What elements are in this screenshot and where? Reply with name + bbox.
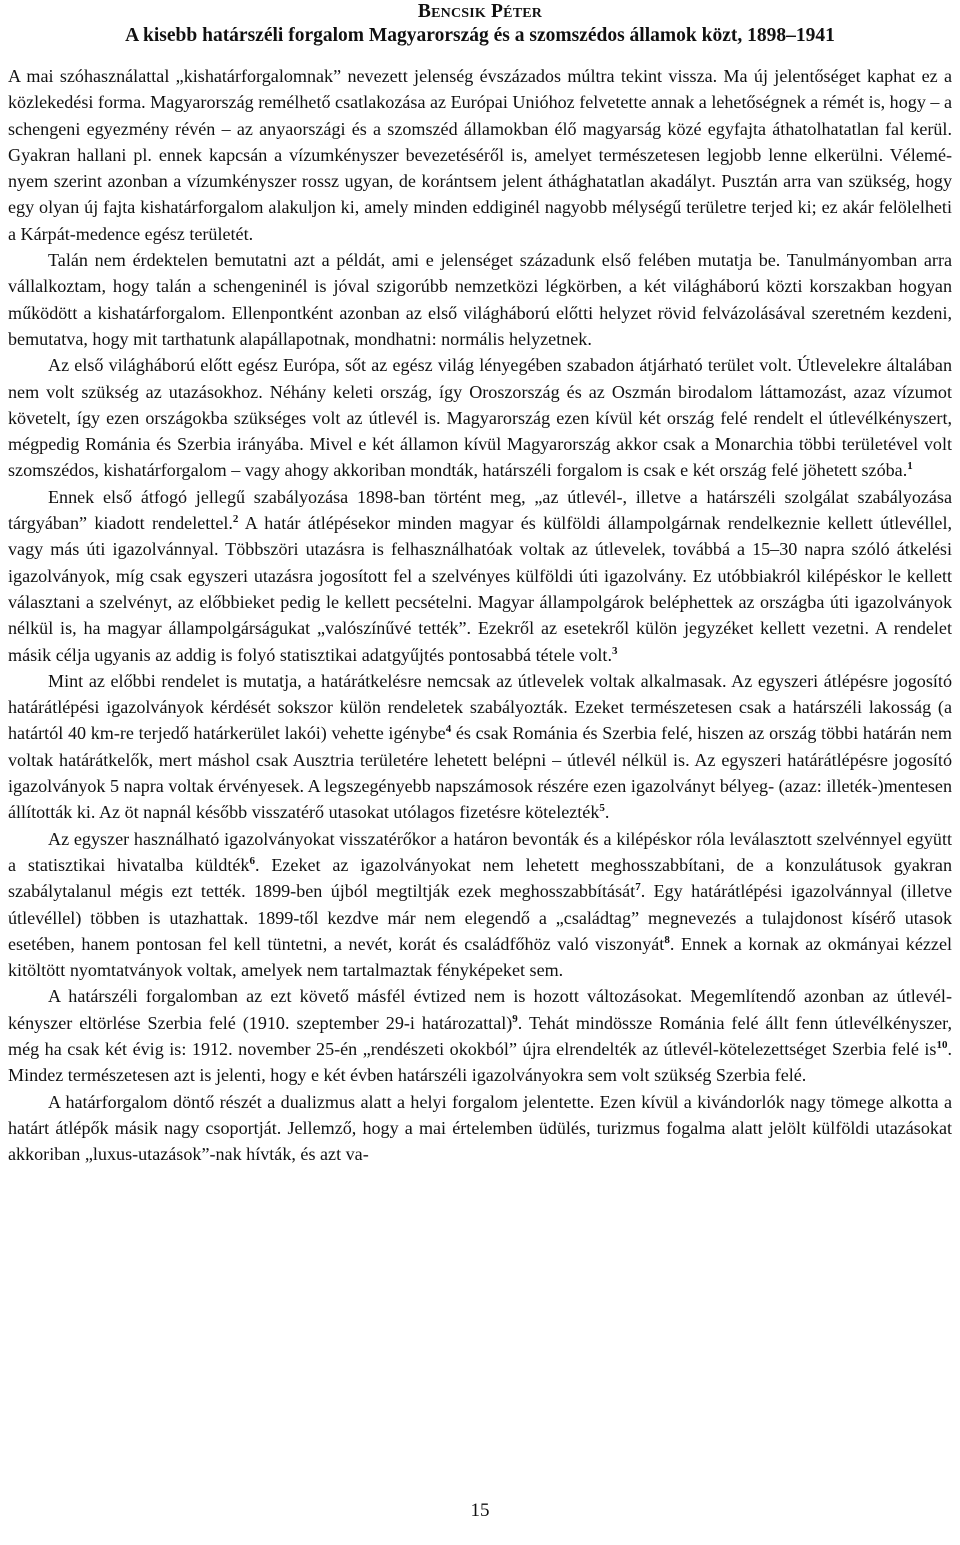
paragraph [8,983,952,1088]
paragraph-text: A mai szóhasználattal „kishatárforgalomnak” nevezett jelenség évszázados múltra tekint vissza. Ma új jelentőséget kaphat ez a közlekedési forma. Magyarország remélhető csatlakozása az Európai Unióhoz felvetette annak a lehetőségnek a rémét is, hogy – a schengeni egyezmény révén – az anyaországi és a szomszéd államokban élő magyarság közé egyfajta áthatolhatatlan fal kerül. Gyakran hallani pl. ennek kapcsán a vízumkényszer bevezetéséről is, amelyet természetesen legjobb lenne elkerülni. Véleményem szerint azonban a vízumkényszer rossz ugyan, de korántsem jelent áthághatatlan akadályt. Pusztán arra van szükség, hogy egy olyan új fajta kishatárforgalom alakuljon ki, amely minden eddiginél nagyobb mélységű területre terjed ki; ez akár felölelheti a Kárpát-medence egész területét. [8,66,952,244]
footnote-ref[interactable]: 6 [249,854,255,867]
paragraph [8,352,952,483]
paragraph-text: Talán nem érdektelen bemutatni azt a példát, ami e jelenséget századunk első felében mutatja be. Tanulmányomban arra vállalkoztam, hogy talán a schengeninél is jóval szigorúbb nemzetközi légkörben, a két világháború közti korszakban hogyan működött a kishatárforgalom. Ellenpontként azonban az első világháború előtti helyzet rövid felvázolásával szeretném kezdeni, bemutatva, hogy mit tarthatunk alapállapotnak, mondhatni: normális helyzetnek. [8,250,952,349]
paragraph-text: Az első világháború előtt egész Európa, sőt az egész világ lényegében szabadon átjárható terület volt. Útlevelekre általában nem volt szükség az utazásokhoz. Néhány keleti ország, így Oroszország és az Oszmán birodalom láttamozást, azaz vízumot követelt, így ezen országokba szükséges volt az útlevél is. Magyarország ezen kívül két ország felé rendelt el útlevélkényszert, mégpedig Románia és Szerbia irányába. Mivel e két államon kívül Magyarország akkor csak a Monarchia többi területével volt szomszédos, kishatárforgalom – vagy ahogy akkoriban mondták, határszéli forgalom is csak e két ország felé jöhetett szóba. [8,355,952,481]
paragraph-text: A határszéli forgalomban az ezt követő másfél évtized nem is hozott változásokat. Megemlítendő azonban az útlevél-kényszer eltörlése Szerbia felé (1910. szeptember 29-i határozattal) [8,986,952,1033]
paragraph [8,668,952,826]
paragraph-text: és csak Románia és Szerbia felé, hiszen az ország többi határán nem voltak határátkelők, mert máshol csak Ausztria területére lehetett belépni – útlevél nélkül is. Az egyszeri határátlépésre jogosító igazolványok 5 napra voltak érvényesek. A legszegényebb napszámosok részére ezen igazolványt bélyeg- (azaz: illeték-)mentesen állították ki. Az öt napnál később visszatérő utasokat utólagos fizetésre kötelezték [8,723,953,823]
footnote-ref[interactable]: 4 [445,723,452,736]
article-title: A kisebb határszéli forgalom Magyarország és a szomszédos államok közt, 1898–1941 [125,25,835,46]
paragraph [8,826,952,984]
article-body [8,63,952,1167]
footnote-ref[interactable]: 3 [611,644,618,657]
paragraph-text: A határ átlépésekor minden magyar és külföldi állampolgárnak rendelkeznie kellett útlevéllel, vagy más úti igazolvánnyal. Többszöri utazásra is felhasználhatóak voltak az útlevelek, továbbá a 15–30 napra szóló átkelési igazolványok, míg csak egyszeri utazásra jogosított fel a szelvényes külföldi úti igazolvány. Ez utóbbiakról kilépéskor le kellett választani a szelvényt, az előbbieket pedig le kellett pecsételni. Magyar állampolgárok beléphettek az országba úti igazolványok nélkül is, ha magyar állampolgárságukat „valószínűvé tették”. Ezekről az esetekről külön jegyzéket kellett vezetni. A rendelet másik célja ugyanis az addig is folyó statisztikai adatgyűjtés pontosabbá tétele volt. [8,513,952,665]
author-name: Bencsik Péter [417,1,543,22]
footnote-ref[interactable]: 5 [599,802,605,815]
article-header [0,0,960,48]
paragraph-text: . [604,802,610,823]
paragraph-text: . Ennek a kornak az okmányai kézzel kitöltött nyomtatványok voltak, amelyek nem tartalmaztak fényképeket sem. [8,933,953,981]
paragraph-text: . Mindez természetesen azt is jelenti, hogy e két évben határszéli igazolványokra sem volt szükség Szerbia felé. [8,1038,952,1086]
footnote-ref[interactable]: 2 [232,513,239,526]
paragraph-text: . Tehát mindössze Románia felé állt fenn útlevélkényszer, még ha csak két évig is: 1912. november 25-én „rendészeti okokból” újra elrendelték az útlevél-kötelezettséget Szerbia felé is [8,1012,952,1059]
paragraph [8,484,952,668]
footnote-ref[interactable]: 7 [635,881,641,894]
paragraph [8,1089,952,1168]
footnote-ref[interactable]: 8 [664,933,670,946]
page-number: 15 [470,1500,490,1521]
paragraph [8,63,952,247]
paragraph [8,247,952,352]
footnote-ref[interactable]: 1 [907,460,913,473]
footnote-ref[interactable]: 9 [512,1012,518,1025]
paragraph-text: Mint az előbbi rendelet is mutatja, a határátkelésre nemcsak az útlevelek voltak alkalmasak. Az egyszeri átlépésre jogosító határátlépési igazolványok kérdését sokszor külön rendeletek szabályozták. Ezeket természetesen csak a határszéli lakosság (a határtól 40 km-re terjedő határkerület lakói) vehette igénybe [8,670,952,744]
paragraph-text: A határforgalom döntő részét a dualizmus alatt a helyi forgalom jelentette. Ezen kívül a kivándorlók nagy tömege alkotta a határt átlépők másik nagy csoportját. Jellemző, hogy a mai értelemben üdülés, turizmus fogalma alatt jelölt külföldi utazásokat akkoriban „luxus-utazások”-nak hívták, és azt va- [8,1091,952,1165]
paragraph-text: . Ezeket az igazolványokat nem lehetett meghosszabbítani, de a konzulátusok gyakran szabálytalanul mégis ezt tették. 1899-ben újból megtiltják ezek meghosszabbítását [8,854,952,902]
paragraph-text: Az egyszer használható igazolványokat visszatérőkor a határon bevonták és a kilépéskor róla leválasztott szelvénnyel együtt a statisztikai hivatalba küldték [8,828,952,875]
paragraph-text: Ennek első átfogó jellegű szabályozása 1898-ban történt meg, „az útlevél-, illetve a határszéli szolgálat szabályozása tárgyában” kiadott rendelettel. [8,486,952,534]
paragraph-text: . Egy határátlépési igazolvánnyal (illetve útlevéllel) többen is utazhattak. 1899-től kezdve már nem elegendő a „családtag” megnevezés a tulajdonost kísérő utasok esetében, hanem pontosan fel kell tüntetni, a nevét, korát és családfőhöz való viszonyát [8,881,952,954]
footnote-ref[interactable]: 10 [936,1038,948,1051]
